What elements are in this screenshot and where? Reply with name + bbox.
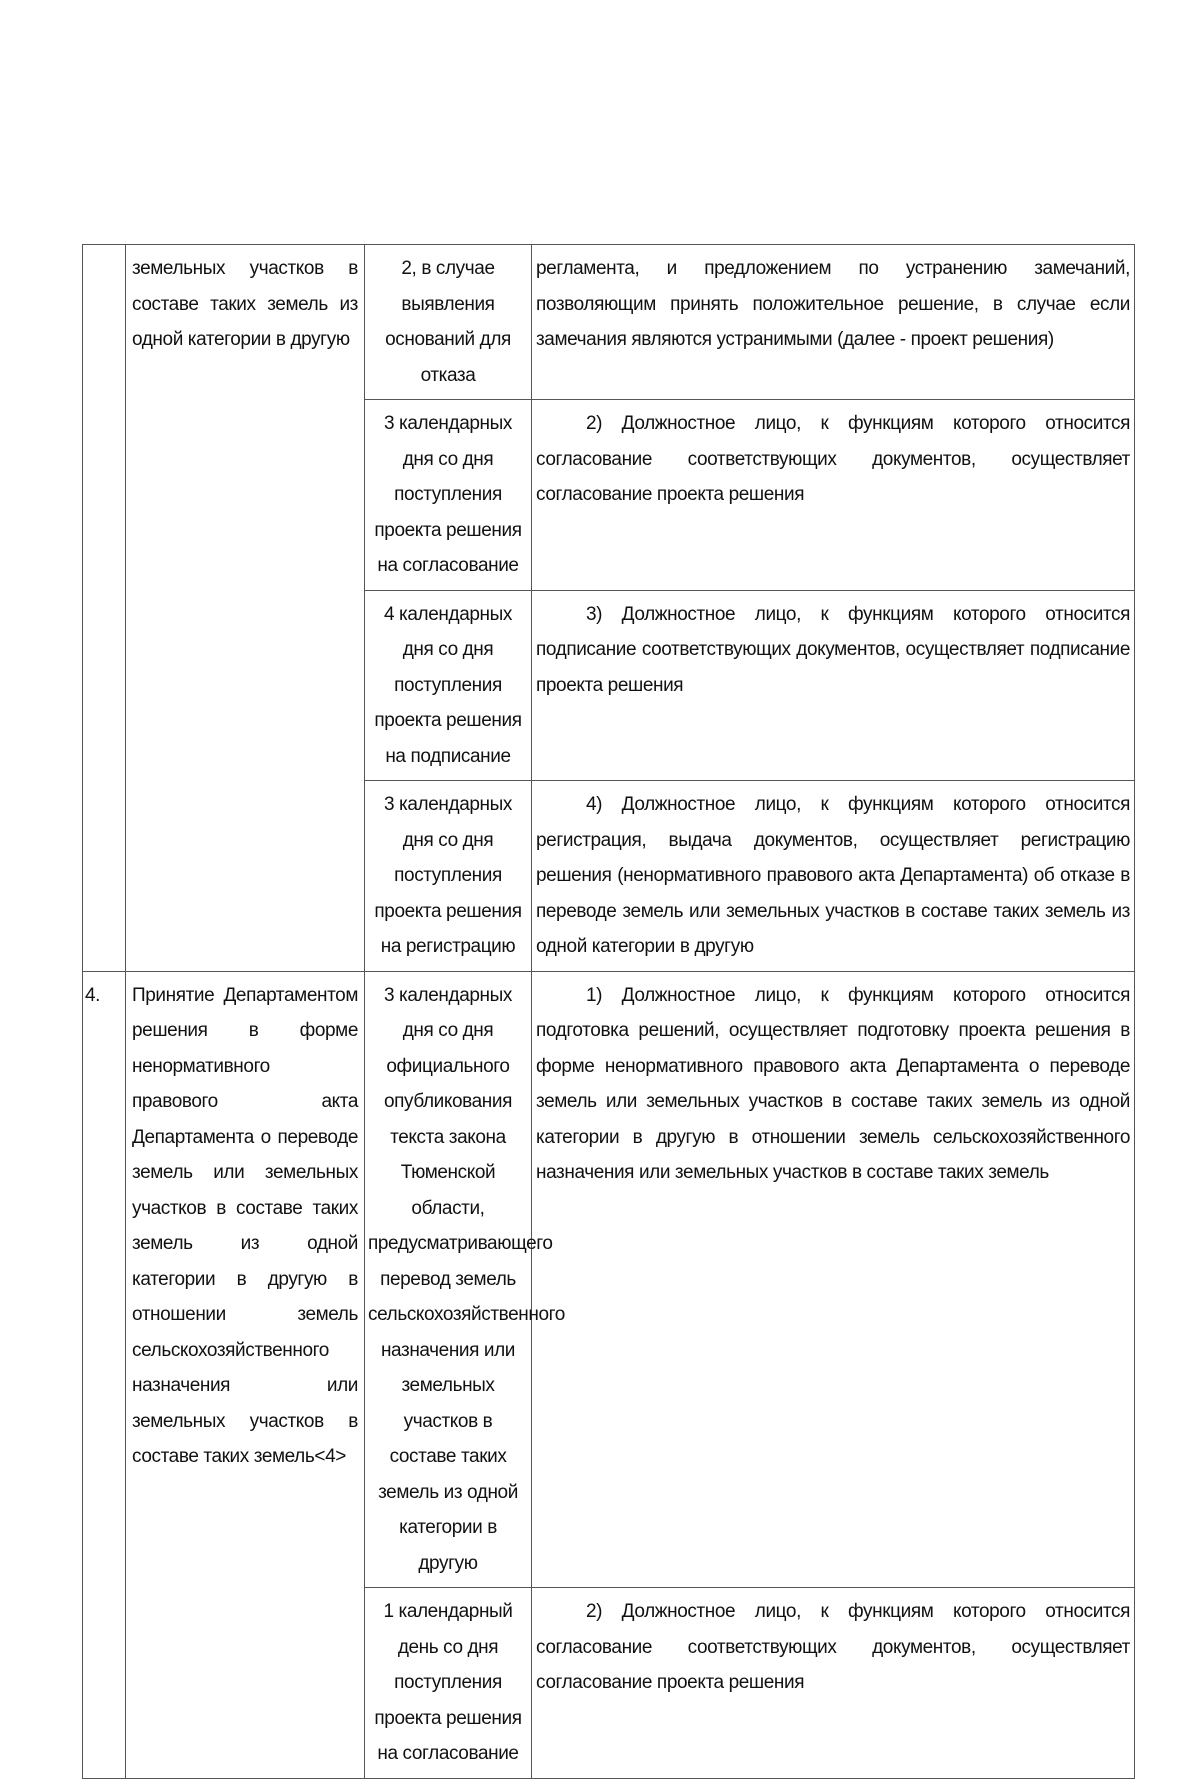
action-cell xyxy=(532,400,1135,591)
action-cell xyxy=(532,781,1135,972)
deadline-cell: 4 календарных дня со дня поступления проекта решения на подписание xyxy=(365,590,532,781)
step-description-cell xyxy=(126,245,365,972)
deadline-cell: 3 календарных дня со дня поступления проекта решения на регистрацию xyxy=(365,781,532,972)
deadline-cell: 1 календарный день со дня поступления проекта решения на согласование xyxy=(365,1588,532,1779)
step-description-text: Принятие Департаментом решения в форме ненормативного правового акта Департамента о переводе земель или земельных участков в составе таких земель из одной категории в другую в отношении земель сельскохозяйственного назначения или земельных участков в составе таких земель<4> xyxy=(132,984,358,1467)
action-text: 2) Должностное лицо, к функциям которого относится согласование соответствующих документов, осуществляет согласование проекта решения xyxy=(536,1601,1130,1693)
step-number-cell: 4. xyxy=(83,971,126,1778)
action-text: 4) Должностное лицо, к функциям которого относится регистрация, выдача документов, осуществляет регистрацию решения (ненормативного правового акта Департамента) об отказе в переводе земель или земельных участков в составе таких земель из одной категории в другую xyxy=(536,794,1130,957)
action-text: регламента, и предложением по устранению замечаний, позволяющим принять положительное решение, в случае если замечания являются устранимыми (далее - проект решения) xyxy=(536,258,1130,350)
action-text: 3) Должностное лицо, к функциям которого относится подписание соответствующих документов, осуществляет подписание проекта решения xyxy=(536,603,1130,696)
action-text: 1) Должностное лицо, к функциям которого относится подготовка решений, осуществляет подготовку проекта решения в форме ненормативного правового акта Департамента о переводе земель или земельных участков в составе таких земель из одной категории в другую в отношении земель сельскохозяйственного назначения или земельных участков в составе таких земель xyxy=(536,984,1130,1183)
action-text: 2) Должностное лицо, к функциям которого относится согласование соответствующих документов, осуществляет согласование проекта решения xyxy=(536,413,1130,505)
action-cell xyxy=(532,245,1135,400)
deadline-cell: 3 календарных дня со дня поступления проекта решения на согласование xyxy=(365,400,532,591)
table-row xyxy=(83,245,1135,400)
procedure-table xyxy=(82,244,1135,1779)
action-cell xyxy=(532,1588,1135,1779)
step-description-cell xyxy=(126,971,365,1778)
document-page xyxy=(82,244,1130,1779)
action-cell xyxy=(532,971,1135,1588)
step-description-text: земельных участков в составе таких земель из одной категории в другую xyxy=(132,258,358,350)
table-row xyxy=(83,971,1135,1588)
action-cell xyxy=(532,590,1135,781)
deadline-cell: 2, в случае выявления оснований для отказа xyxy=(365,245,532,400)
deadline-cell: 3 календарных дня со дня официального опубликования текста закона Тюменской области, предусматривающего перевод земель сельскохозяйственного назначения или земельных участков в составе таких земель из одной категории в другую xyxy=(365,971,532,1588)
step-number-cell xyxy=(83,245,126,972)
